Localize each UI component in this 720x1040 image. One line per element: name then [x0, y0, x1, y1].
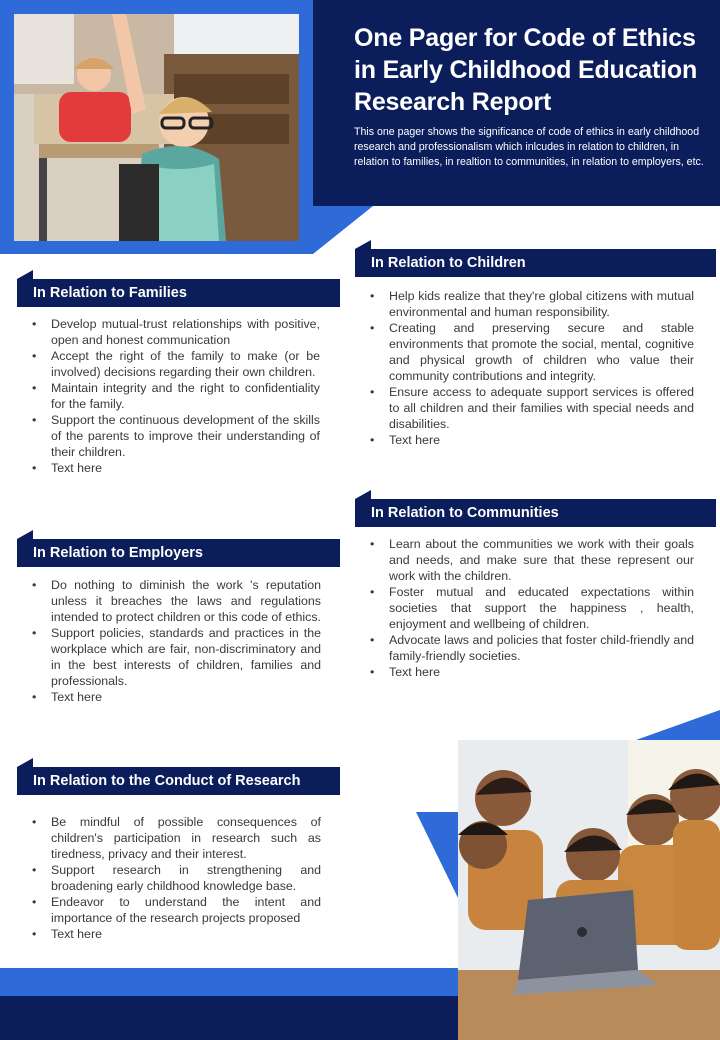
students-illustration	[458, 740, 720, 1040]
page-subtitle: This one pager shows the significance of code of ethics in early childhood research and professionalism which inlcudes in relation to children, in relation to families, in realtion to communities, in relation to employers, etc.	[354, 126, 704, 168]
list-item: • Foster mutual and educated expectations within societies that support the happiness , health, enjoyment and wellbeing of children.	[355, 584, 694, 632]
list-item: • Be mindful of possible consequences of children's participation in research such as tiredness, privacy and their interest.	[17, 814, 321, 862]
list-item: • Creating and preserving secure and stable environments that promote the social, mental, cognitive and physical growth of children who value their community contributions and integrity.	[355, 320, 694, 384]
list-item: • Learn about the communities we work with their goals and needs, and make sure that these represent our work with the children.	[355, 536, 694, 584]
families-tab	[17, 270, 33, 279]
children-tab	[355, 240, 371, 249]
list-item: • Maintain integrity and the right to confidentiality for the family.	[17, 380, 320, 412]
accent-triangle-left	[416, 812, 460, 902]
families-list	[17, 316, 320, 476]
employers-heading: In Relation to Employers	[17, 539, 340, 567]
list-item: • Ensure access to adequate support services is offered to all children and their families with special needs and disabilities.	[355, 384, 694, 432]
page-title: One Pager for Code of Ethics in Early Childhood Education Research Report	[354, 24, 698, 116]
accent-triangle-right	[636, 710, 720, 740]
children-heading: In Relation to Children	[355, 249, 716, 277]
list-item: • Accept the right of the family to make (or be involved) decisions regarding their own children.	[17, 348, 320, 380]
list-item: • Text here	[17, 689, 321, 705]
communities-heading: In Relation to Communities	[355, 499, 716, 527]
communities-list	[355, 536, 694, 680]
list-item: • Do nothing to diminish the work 's reputation unless it breaches the laws and regulations intended to protect children or this code of ethics.	[17, 577, 321, 625]
list-item: • Text here	[17, 926, 321, 942]
list-item: • Support policies, standards and practices in the workplace which are fair, non-discriminatory and in the best interests of children, families and professionals.	[17, 625, 321, 689]
children-with-laptop-photo	[458, 740, 720, 1040]
list-item: • Text here	[355, 664, 694, 680]
list-item: • Endeavor to understand the intent and importance of the research projects proposed	[17, 894, 321, 926]
families-heading: In Relation to Families	[17, 279, 340, 307]
list-item: • Develop mutual-trust relationships with positive, open and honest communication	[17, 316, 320, 348]
list-item: • Advocate laws and policies that foster child-friendly and family-friendly societies.	[355, 632, 694, 664]
list-item: • Help kids realize that they're global citizens with mutual environmental and human responsibility.	[355, 288, 694, 320]
research-heading: In Relation to the Conduct of Research	[17, 767, 340, 795]
boy-raising-hand-photo	[14, 14, 299, 241]
employers-tab	[17, 530, 33, 539]
list-item: • Text here	[355, 432, 694, 448]
list-item: • Support the continuous development of the skills of the parents to improve their understanding of their children.	[17, 412, 320, 460]
research-tab	[17, 758, 33, 767]
research-list	[17, 814, 321, 942]
children-list	[355, 288, 694, 448]
classroom-illustration	[14, 14, 299, 241]
list-item: • Text here	[17, 460, 320, 476]
list-item: • Support research in strengthening and broadening early childhood knowledge base.	[17, 862, 321, 894]
employers-list	[17, 577, 321, 705]
communities-tab	[355, 490, 371, 499]
